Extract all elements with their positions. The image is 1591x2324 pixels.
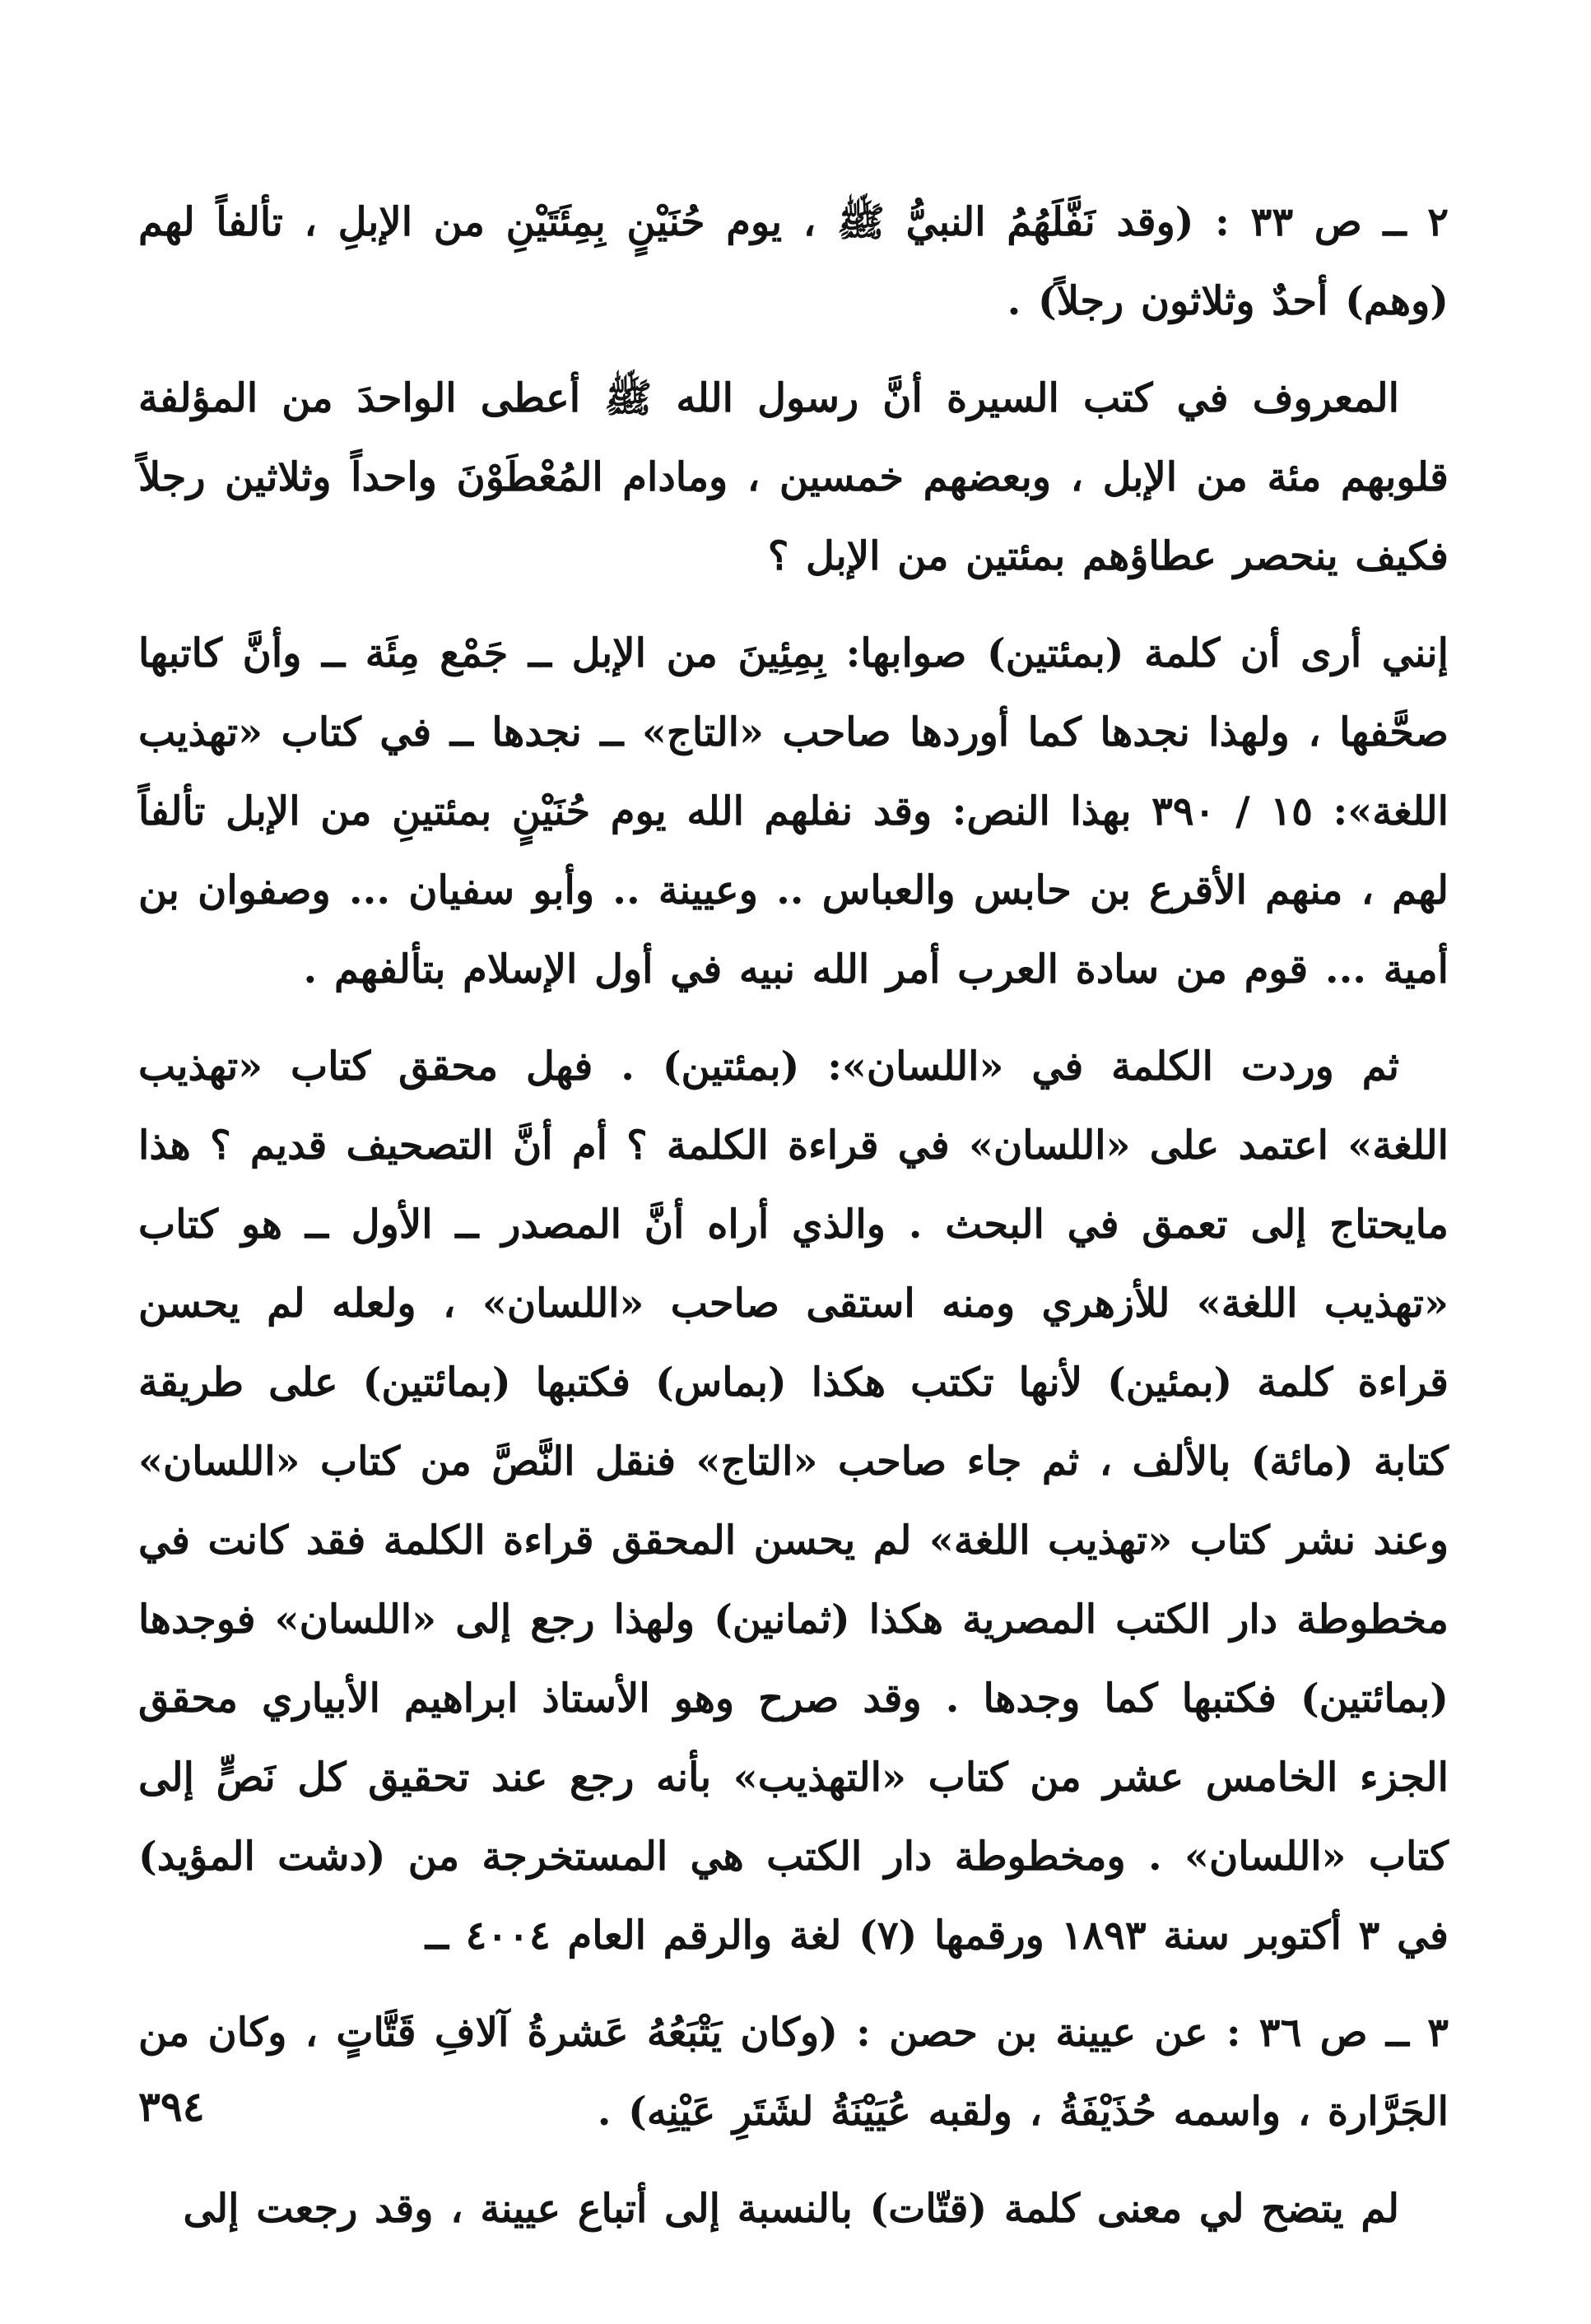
- paragraph-note-3: ٣ ــ ص ٣٦ : عن عيينة بن حصن : (وكان يَتْبَعُهُ عَشرةُ آلافِ قَتَّاتٍ ، وكان من الجَرَّارة ، واسمه حُذَيْفَةُ ، ولقبه عُيَيْنَةُ لشَتَرِ عَيْنِه) .: [138, 2010, 1449, 2135]
- paragraph-comment-3a: لم يتضح لي معنى كلمة (قتّات) بالنسبة إلى أتباع عيينة ، وقد رجعت إلى: [183, 2186, 1399, 2232]
- paragraph-comment-2b: إنني أرى أن كلمة (بمئتين) صوابها: بِمِئِينَ من الإبل ــ جَمْع مِئَة ــ وأنَّ كاتبها صحَّفها ، ولهذا نجدها كما أوردها صاحب «التاج» ــ نجدها ــ في كتاب «تهذيب اللغة»: ١٥ / ٣٩٠ بهذا النص: وقد نفلهم الله يوم حُنَيْنٍ بمئتينِ من الإبل تألفاً لهم ، منهم الأقرع بن حابس والعباس .. وعيينة .. وأبو سفيان ... وصفوان بن أمية ... قوم من سادة العرب أمر الله نبيه في أول الإسلام بتألفهم .: [138, 630, 1449, 992]
- page-body: [138, 183, 1449, 2266]
- paragraph-comment-2a: المعروف في كتب السيرة أنَّ رسول الله ﷺ أعطى الواحدَ من المؤلفة قلوبهم مئة من الإبل ، وبعضهم خمسين ، ومادام المُعْطَوْنَ واحداً وثلاثين رجلاً فكيف ينحصر عطاؤهم بمئتين من الإبل ؟: [138, 375, 1449, 579]
- page-number: ٣٩٤: [138, 2082, 205, 2131]
- paragraph-comment-2c: ثم وردت الكلمة في «اللسان»: (بمئتين) . فهل محقق كتاب «تهذيب اللغة» اعتمد على «اللسان» في قراءة الكلمة ؟ أم أنَّ التصحيف قديم ؟ هذا مايحتاج إلى تعمق في البحث . والذي أراه أنَّ المصدر ــ الأول ــ هو كتاب «تهذيب اللغة» للأزهري ومنه استقى صاحب «اللسان» ، ولعله لم يحسن قراءة كلمة (بمئين) لأنها تكتب هكذا (بماس) فكتبها (بمائتين) على طريقة كتابة (مائة) بالألف ، ثم جاء صاحب «التاج» فنقل النَّصَّ من كتاب «اللسان» وعند نشر كتاب «تهذيب اللغة» لم يحسن المحقق قراءة الكلمة فقد كانت في مخطوطة دار الكتب المصرية هكذا (ثمانين) ولهذا رجع إلى «اللسان» فوجدها (بمائتين) فكتبها كما وجدها . وقد صرح وهو الأستاذ ابراهيم الأبياري محقق الجزء الخامس عشر من كتاب «التهذيب» بأنه رجع عند تحقيق كل نَصٍّ إلى كتاب «اللسان» . ومخطوطة دار الكتب هي المستخرجة من (دشت المؤيد) في ٣ أكتوبر سنة ١٨٩٣ ورقمها (٧) لغة والرقم العام ٤٠٠٤ ــ: [138, 1043, 1449, 1959]
- paragraph-note-2: ٢ ــ ص ٣٣ : (وقد نَفَّلَهُمُ النبيُّ ﷺ ، يوم حُنَيْنٍ بِمِئَتَيْنِ من الإبلِ ، تألفاً لهم (وهم) أحدٌ وثلاثون رجلاً) .: [138, 199, 1449, 324]
- page-number-container: [138, 2082, 1449, 2131]
